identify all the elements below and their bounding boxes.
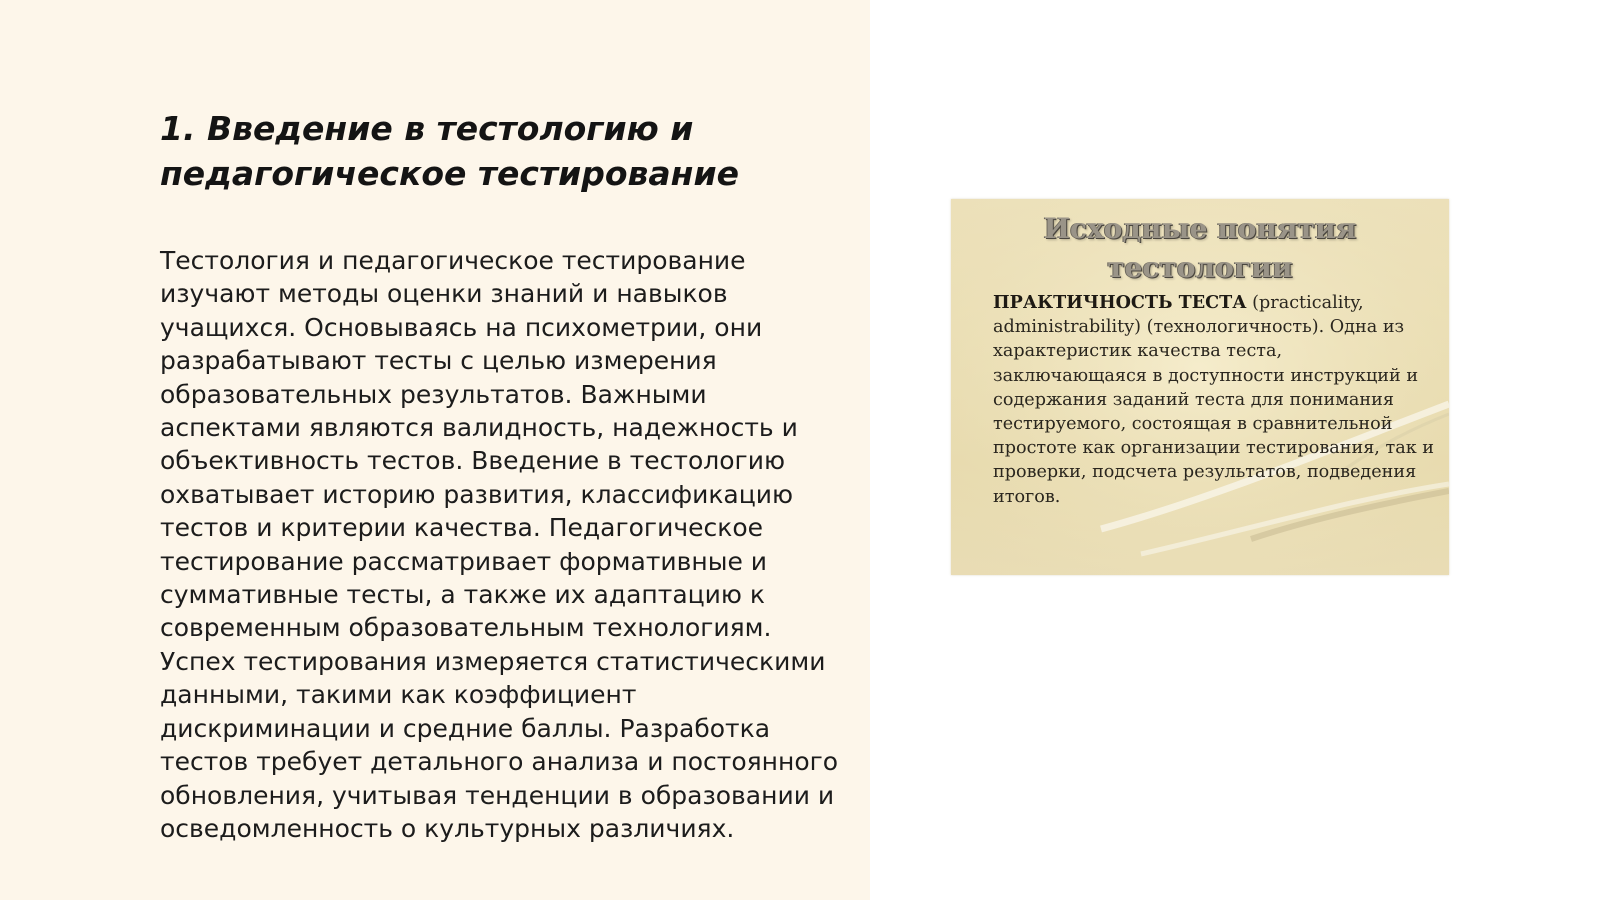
slide-body-text: Тестология и педагогическое тестирование изучают методы оценки знаний и навыков учащихся. Основываясь на психометрии, они разрабатывают тесты с целью измерения образовательных результатов. Важными аспектами являются валидность, надежность и объективность тестов. Введение в тестологию охватывает историю развития, классификацию тестов и критерии качества. Педагогическое тестирование рассматривает формативные и суммативные тесты, а также их адаптацию к современным образовательным технологиям. Успех тестирования измеряется статистическими данными, такими как коэффициент дискриминации и средние баллы. Разработка тестов требует детального анализа и постоянного обновления, учитывая тенденции в образовании и осведомленность о культурных различиях. <box>160 246 839 843</box>
card-term: ПРАКТИЧНОСТЬ ТЕСТА <box>993 292 1247 313</box>
card-text <box>993 291 1438 509</box>
slide-title: 1. Введение в тестологию и педагогическое тестирование <box>160 109 739 193</box>
card-definition: (practicality, administrability) (технологичность). Одна из характеристик качества теста, заключающаяся в доступности инструкций и содержания заданий теста для понимания тестируемого, состоящая в сравнительной простоте как организации тестирования, так и проверки, подсчета результатов, подведения итогов. <box>993 293 1435 507</box>
card-title: Исходные понятия тестологии <box>1043 212 1357 284</box>
concept-card-image <box>951 199 1449 575</box>
